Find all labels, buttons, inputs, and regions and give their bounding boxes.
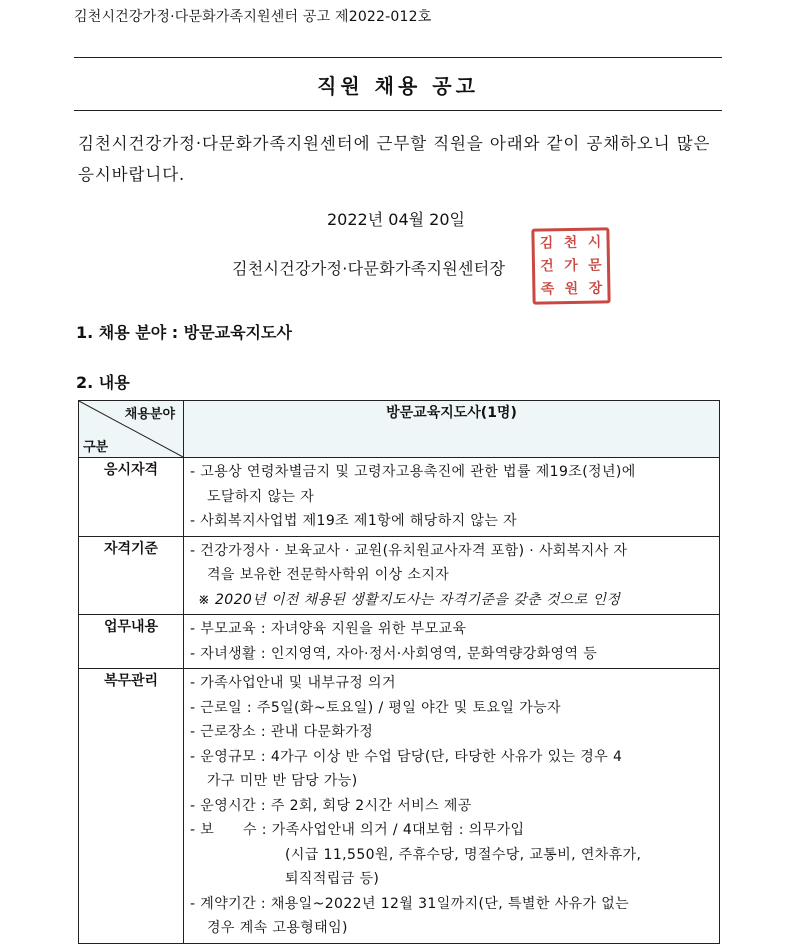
section-contents: 2. 내용 [76,373,130,392]
content-line: - 가족사업안내 및 내부규정 의거 [190,675,396,691]
content-line: - 운영규모 : 4가구 이상 반 수업 담당(단, 타당한 사유가 있는 경우 4 [190,748,623,765]
row-label: 업무내용 [79,615,184,669]
seal-char: 시 [587,234,602,251]
table-row [79,536,720,615]
notice-number: 김천시건강가정·다문화가족지원센터 공고 제2022-012호 [74,9,432,25]
organization-signature: 김천시건강가정·다문화가족지원센터장 [232,259,506,278]
row-content [184,669,720,944]
seal-char: 문 [588,257,602,274]
seal-char: 천 [563,234,578,251]
content-line: 가구 미만 반 담당 가능) [207,773,358,789]
content-line: (시급 11,550원, 주휴수당, 명절수당, 교통비, 연차휴가, [285,846,642,863]
content-line: - 근로일 : 주5일(화~토요일) / 평일 야간 및 토요일 가능자 [190,699,561,716]
official-seal [531,227,610,304]
seal-char: 원 [564,281,579,298]
job-details-table [78,400,720,944]
table-row [79,669,720,944]
section-recruitment-field: 1. 채용 분야 : 방문교육지도사 [76,323,292,342]
note-line: ※ 2020년 이전 채용된 생활지도사는 자격기준을 갖춘 것으로 인정 [198,591,621,608]
content-line: 격을 보유한 전문학사학위 이상 소지자 [207,567,450,583]
content-line: - 운영시간 : 주 2회, 회당 2시간 서비스 제공 [190,797,472,814]
content-line: - 부모교육 : 자녀양육 지원을 위한 부모교육 [190,621,467,637]
seal-char: 족 [540,281,555,298]
seal-char: 건 [540,258,554,275]
row-content [184,536,720,615]
content-line: - 보 수 : 가족사업안내 의거 / 4대보험 : 의무가입 [190,822,525,838]
content-line: - 건강가정사 · 보육교사 · 교원(유치원교사자격 포함) · 사회복지사 자 [190,542,628,559]
row-label: 응시자격 [79,458,184,537]
notice-date: 2022년 04월 20일 [327,210,465,229]
seal-char: 가 [564,257,578,275]
row-label: 자격기준 [79,536,184,615]
table-row [79,615,720,669]
content-line: - 자녀생활 : 인지영역, 자아·정서·사회영역, 문화역량강화영역 등 [190,645,598,662]
row-content [184,615,720,669]
content-line: 도달하지 않는 자 [207,488,315,505]
content-line: - 사회복지사업법 제19조 제1항에 해당하지 않는 자 [190,513,518,529]
seal-char: 장 [588,280,603,298]
content-line: 경우 계속 고용형태임) [207,920,348,936]
seal-char: 김 [539,234,554,252]
table-row [79,458,720,537]
row-content [184,458,720,537]
content-line: - 고용상 연령차별금지 및 고령자고용촉진에 관한 법률 제19조(정년)에 [190,464,636,480]
corner-row-label: 구분 [83,440,109,455]
intro-paragraph: 김천시건강가정·다문화가족지원센터에 근무할 직원을 아래와 같이 공채하오니 많은 응시바랍니다. [78,134,711,184]
row-label: 복무관리 [79,669,184,944]
table-corner-cell [79,401,184,458]
page-title: 직원 채용 공고 [317,73,479,98]
content-line: - 근로장소 : 관내 다문화가정 [190,724,374,740]
title-bar [74,57,722,111]
corner-column-label: 채용분야 [124,407,175,422]
table-header-row [79,401,720,458]
content-line: - 계약기간 : 채용일~2022년 12월 31일까지(단, 특별한 사유가 없는 [190,895,630,912]
content-line: 퇴직적립금 등) [285,871,380,887]
table-header-position: 방문교육지도사(1명) [184,401,720,458]
